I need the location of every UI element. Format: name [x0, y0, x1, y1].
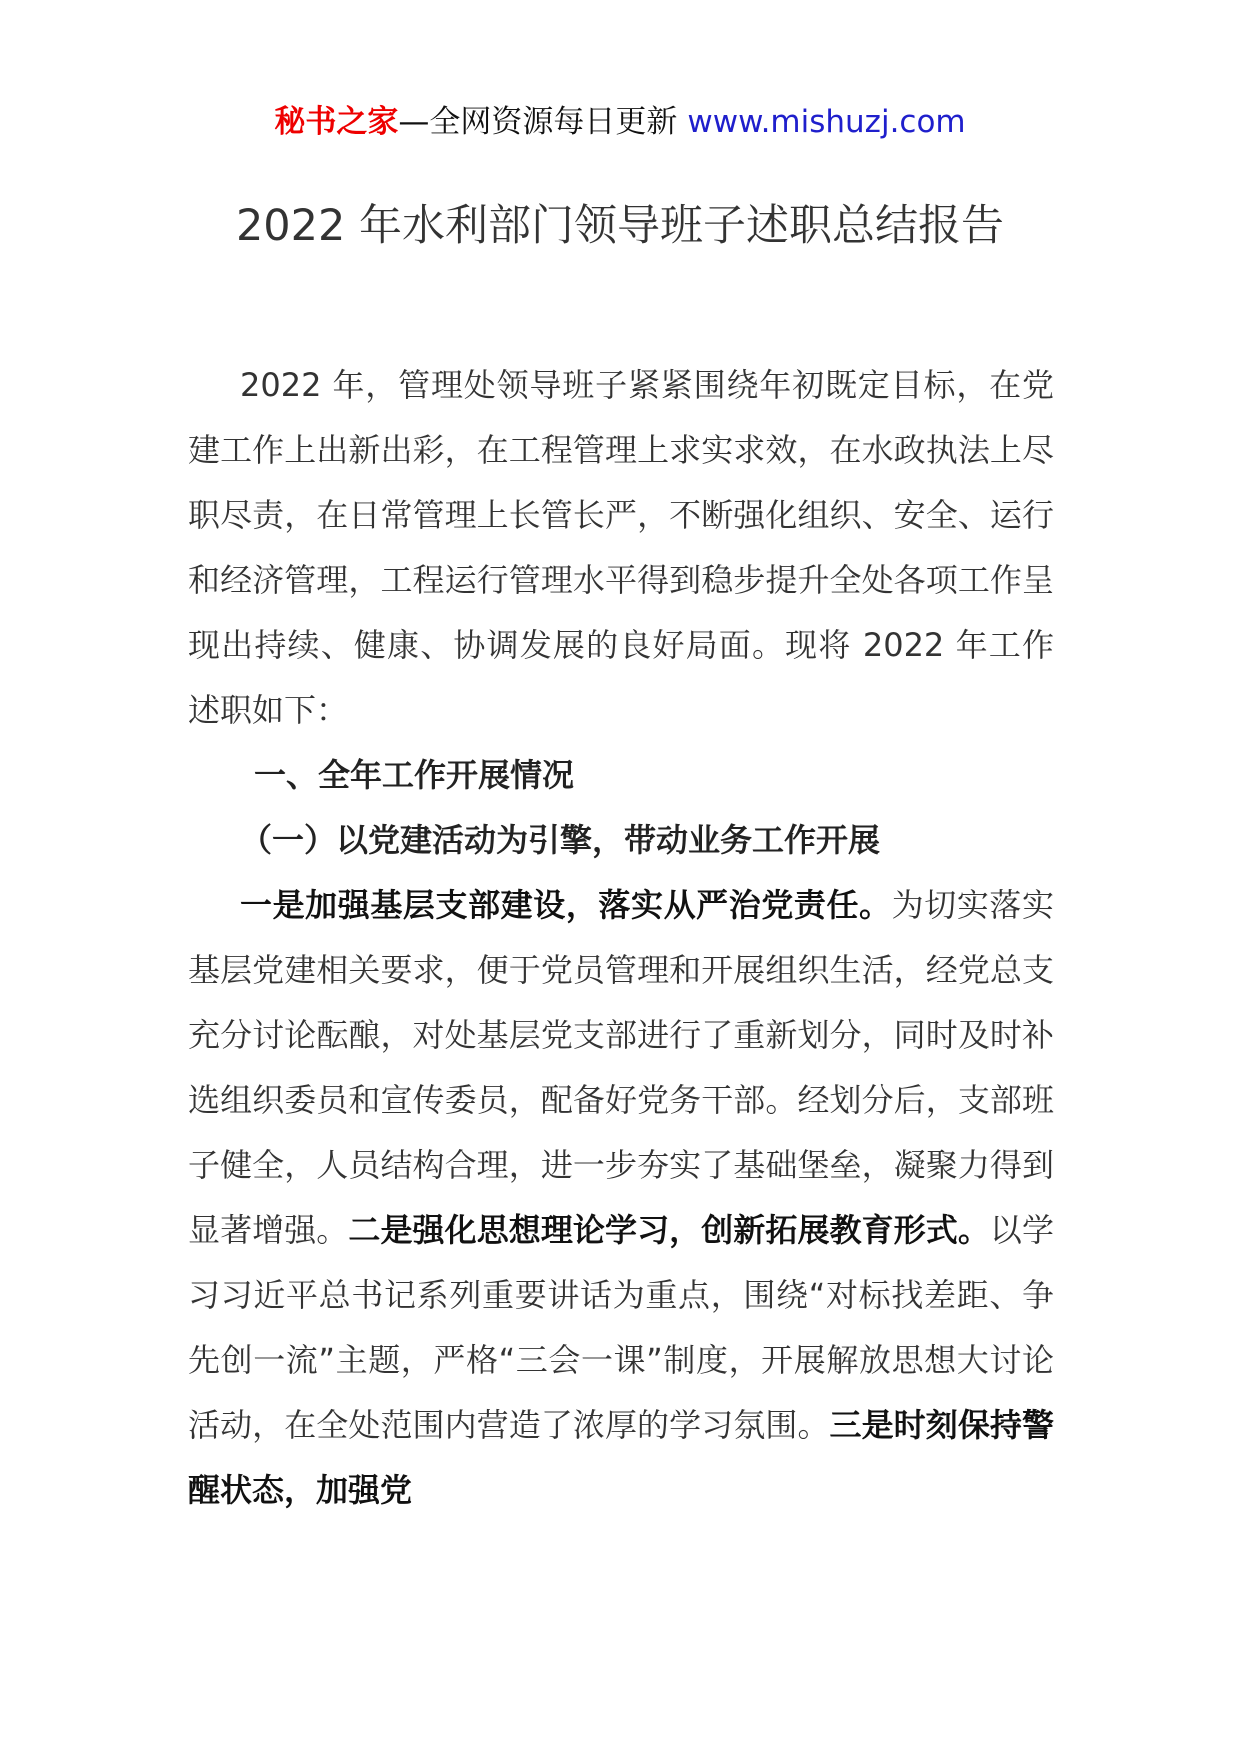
- document-body: [188, 353, 1054, 1523]
- section-heading: 一、全年工作开展情况: [254, 756, 575, 794]
- content-paragraph: [188, 873, 1054, 1523]
- document-title: 2022 年水利部门领导班子述职总结报告: [235, 201, 1005, 251]
- intro-paragraph: 2022 年，管理处领导班子紧紧围绕年初既定目标，在党建工作上出新出彩，在工程管理上求实求效，在水政执法上尽职尽责，在日常管理上长管长严，不断强化组织、安全、运行和经济管理，工程运行管理水平得到稳步提升全处各项工作呈现出持续、健康、协调发展的良好局面。现将 2022 年工作述职如下：: [188, 366, 1054, 729]
- point-one-heading: 一是加强基层支部建设，落实从严治党责任。: [240, 886, 892, 924]
- point-two-heading: 二是强化思想理论学习，创新拓展教育形式。: [348, 1211, 990, 1249]
- header-slogan: —全网资源每日更新: [398, 104, 678, 140]
- point-two-text: 以学习习近平总书记系列重要讲话为重点，围绕“对标找差距、争先创一流”主题，严格“三会一课”制度，开展解放思想大讨论活动，在全处范围内营造了浓厚的学习氛围。: [188, 1211, 1054, 1444]
- point-one-text: 为切实落实基层党建相关要求，便于党员管理和开展组织生活，经党总支充分讨论酝酿，对处基层党支部进行了重新划分，同时及时补选组织委员和宣传委员，配备好党务干部。经划分后，支部班子健全，人员结构合理，进一步夯实了基础堡垒，凝聚力得到显著增强。: [188, 886, 1054, 1249]
- site-url-link[interactable]: www.mishuzj.com: [687, 104, 966, 140]
- site-header: [0, 100, 1240, 144]
- subsection-heading: （一）以党建活动为引擎，带动业务工作开展: [240, 821, 881, 859]
- point-three-heading: 三是时刻保持警醒状态，加强党: [188, 1406, 1054, 1509]
- brand-name: 秘书之家: [274, 104, 399, 140]
